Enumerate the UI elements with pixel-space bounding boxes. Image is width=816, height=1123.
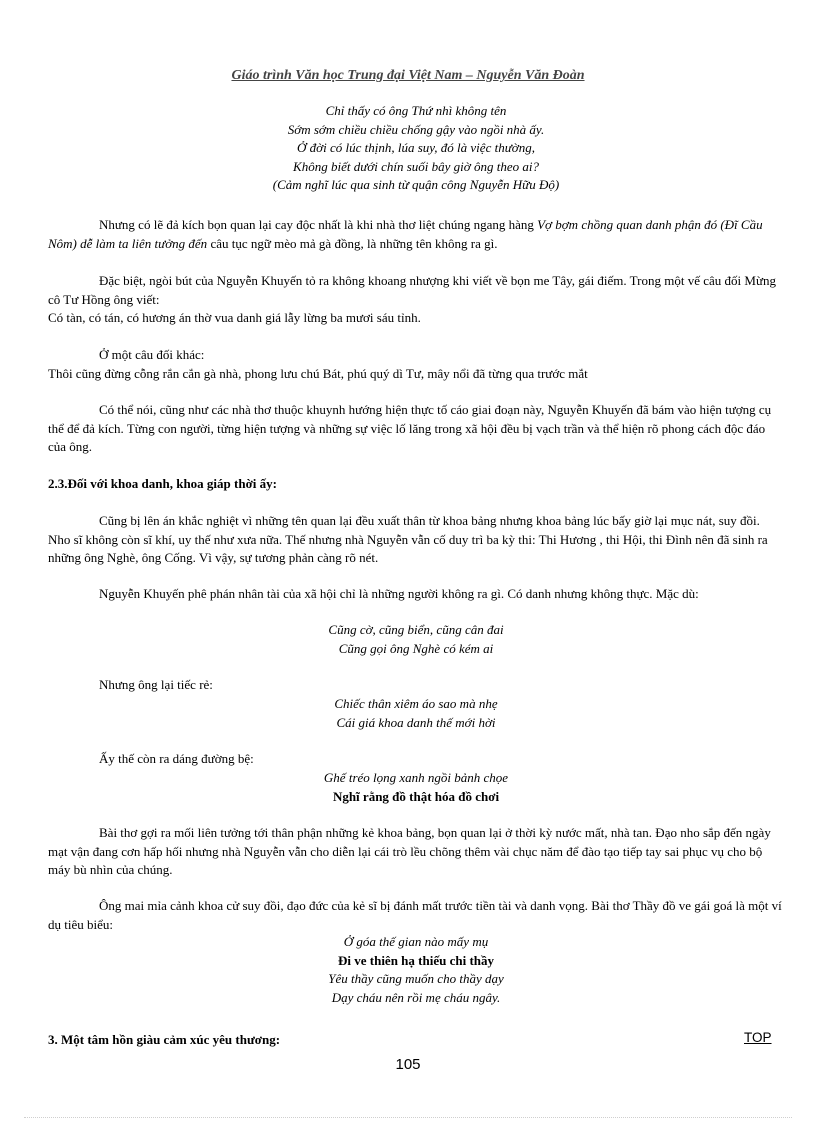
paragraph xyxy=(48,272,784,328)
poem-line: Chiếc thân xiêm áo sao mà nhẹ xyxy=(334,696,498,711)
section-heading: 3. Một tâm hồn giàu cảm xúc yêu thương: xyxy=(48,1032,281,1047)
poem-line: Ở đời có lúc thịnh, lúa suy, đó là việc thường, xyxy=(297,140,535,155)
paragraph-text: Đặc biệt, ngòi bút của Nguyễn Khuyến tỏ ra không khoang nhượng khi viết về bọn me Tây, gái điếm. Trong một vế câu đối Mừng cô Tư Hồng ông viết: xyxy=(48,273,776,307)
paragraph xyxy=(48,216,784,253)
poem-line: Nghĩ rằng đồ thật hóa đồ chơi xyxy=(332,788,500,804)
top-link[interactable]: TOP xyxy=(744,1030,772,1045)
paragraph-text: Ấy thế còn ra dáng đường bệ: xyxy=(99,751,254,766)
paragraph-text: Nguyễn Khuyến phê phán nhân tài của xã hội chỉ là những người không ra gì. Có danh nhưng không thực. Mặc dù: xyxy=(99,586,699,601)
poem-line: Chỉ thấy có ông Thứ nhì không tên xyxy=(325,103,507,118)
poem-line: Đi ve thiên hạ thiếu chi thầy xyxy=(337,952,494,968)
paragraph-text: Cũng bị lên án khắc nghiệt vì những tên quan lại đều xuất thân từ khoa bảng nhưng khoa bảng lúc bấy giờ lại mục nát, suy đồi. Nho sĩ không còn sĩ khí, uy thế như xưa nữa. Thế nhưng nhà Nguyễn vẫn cố duy trì ba kỳ thi: Thi Hương , thi Hội, thi Đình nên đã sinh ra những ông Nghè, ông Cống. Vì vậy, sự tương phản càng rõ nét. xyxy=(48,513,768,565)
poem-line: Cũng gọi ông Nghè có kém ai xyxy=(338,640,494,656)
page-header: Giáo trình Văn học Trung đại Việt Nam – Nguyễn Văn Đoàn xyxy=(231,68,585,83)
paragraph xyxy=(48,512,784,568)
couplet-quote: Thôi cũng đừng cỗng rắn cắn gà nhà, phong lưu chú Bát, phú quý dì Tư, mây nổi đã từng qua trước mắt xyxy=(48,365,588,381)
poem-line: Yêu thầy cũng muốn cho thầy dạy xyxy=(328,971,504,986)
poem-line: Không biết dưới chín suối bây giờ ông theo ai? xyxy=(293,158,539,174)
poem-1 xyxy=(48,102,784,195)
paragraph-text: Ở một câu đối khác: xyxy=(99,347,205,362)
page-divider xyxy=(24,1117,792,1118)
poem-line: Ghế tréo lọng xanh ngồi bảnh chọe xyxy=(323,770,509,785)
page-number: 105 xyxy=(395,1056,421,1073)
paragraph-text: Ông mai mỉa cảnh khoa cử suy đồi, đạo đức của kẻ sĩ bị đánh mất trước tiền tài và danh vọng. Bài thơ Thầy đồ ve gái goá là một ví dụ tiêu biểu: xyxy=(48,898,782,932)
paragraph xyxy=(48,346,784,383)
paragraph xyxy=(48,897,784,934)
paragraph-text: Có thể nói, cũng như các nhà thơ thuộc khuynh hướng hiện thực tố cáo giai đoạn này, Nguyễn Khuyến đã bám vào hiện tượng cụ thể để đả kích. Từng con người, từng hiện tượng và những sự việc lố lăng trong xã hội đều bị vạch trần và thể hiện rõ phong cách độc đáo của ông. xyxy=(48,402,772,454)
paragraph xyxy=(48,585,784,604)
paragraph-text: Nhưng có lẽ đả kích bọn quan lại cay độc nhất là khi nhà thơ liệt chúng ngang hàng xyxy=(99,217,538,232)
couplet-quote: Có tàn, có tán, có hương án thờ vua danh giá lẫy lừng ba mươi sáu tỉnh. xyxy=(48,310,421,325)
paragraph xyxy=(48,676,784,695)
paragraph xyxy=(48,750,784,769)
paragraph xyxy=(48,401,784,457)
poem-line: Ở góa thế gian nào mấy mụ xyxy=(343,934,489,949)
section-heading: 2.3.Đối với khoa danh, khoa giáp thời ấy: xyxy=(48,476,277,491)
poem-line: Sớm sớm chiều chiều chống gậy vào ngồi nhà ấy. xyxy=(287,121,545,137)
paragraph-text: câu tục ngữ mèo mả gà đồng, là những tên không ra gì. xyxy=(207,235,498,251)
poem-2 xyxy=(48,621,784,658)
poem-line: Dạy cháu nên rồi mẹ cháu ngây. xyxy=(331,989,501,1005)
paragraph-text: Bài thơ gợi ra mối liên tưởng tới thân phận những kẻ khoa bảng, bọn quan lại ở thời kỳ nước mất, nhà tan. Đạo nho sắp đến ngày mạt vận đang cơn hấp hối nhưng nhà Nguyễn vẫn cho diễn lại cái trò lều chõng thêm vài chục năm để đào tạo tiếp tay sai phục vụ cho bộ máy bù nhìn của chúng. xyxy=(48,825,771,877)
poem-source: (Cảm nghĩ lúc qua sinh từ quận công Nguyễn Hữu Độ) xyxy=(272,177,560,192)
poem-5 xyxy=(48,933,784,1007)
paragraph-text: Nhưng ông lại tiếc rẻ: xyxy=(99,677,213,692)
poem-3 xyxy=(48,695,784,732)
paragraph xyxy=(48,824,784,880)
poem-4 xyxy=(48,769,784,806)
poem-line: Cái giá khoa danh thế mới hời xyxy=(336,714,496,730)
poem-line: Cũng cờ, cũng biển, cũng cân đai xyxy=(328,622,504,637)
paragraph-italic-text: Vợ bợm chồng quan danh phận đó (Đĩ Cầu Nôm) dễ làm ta liên tưởng đến xyxy=(48,217,763,251)
